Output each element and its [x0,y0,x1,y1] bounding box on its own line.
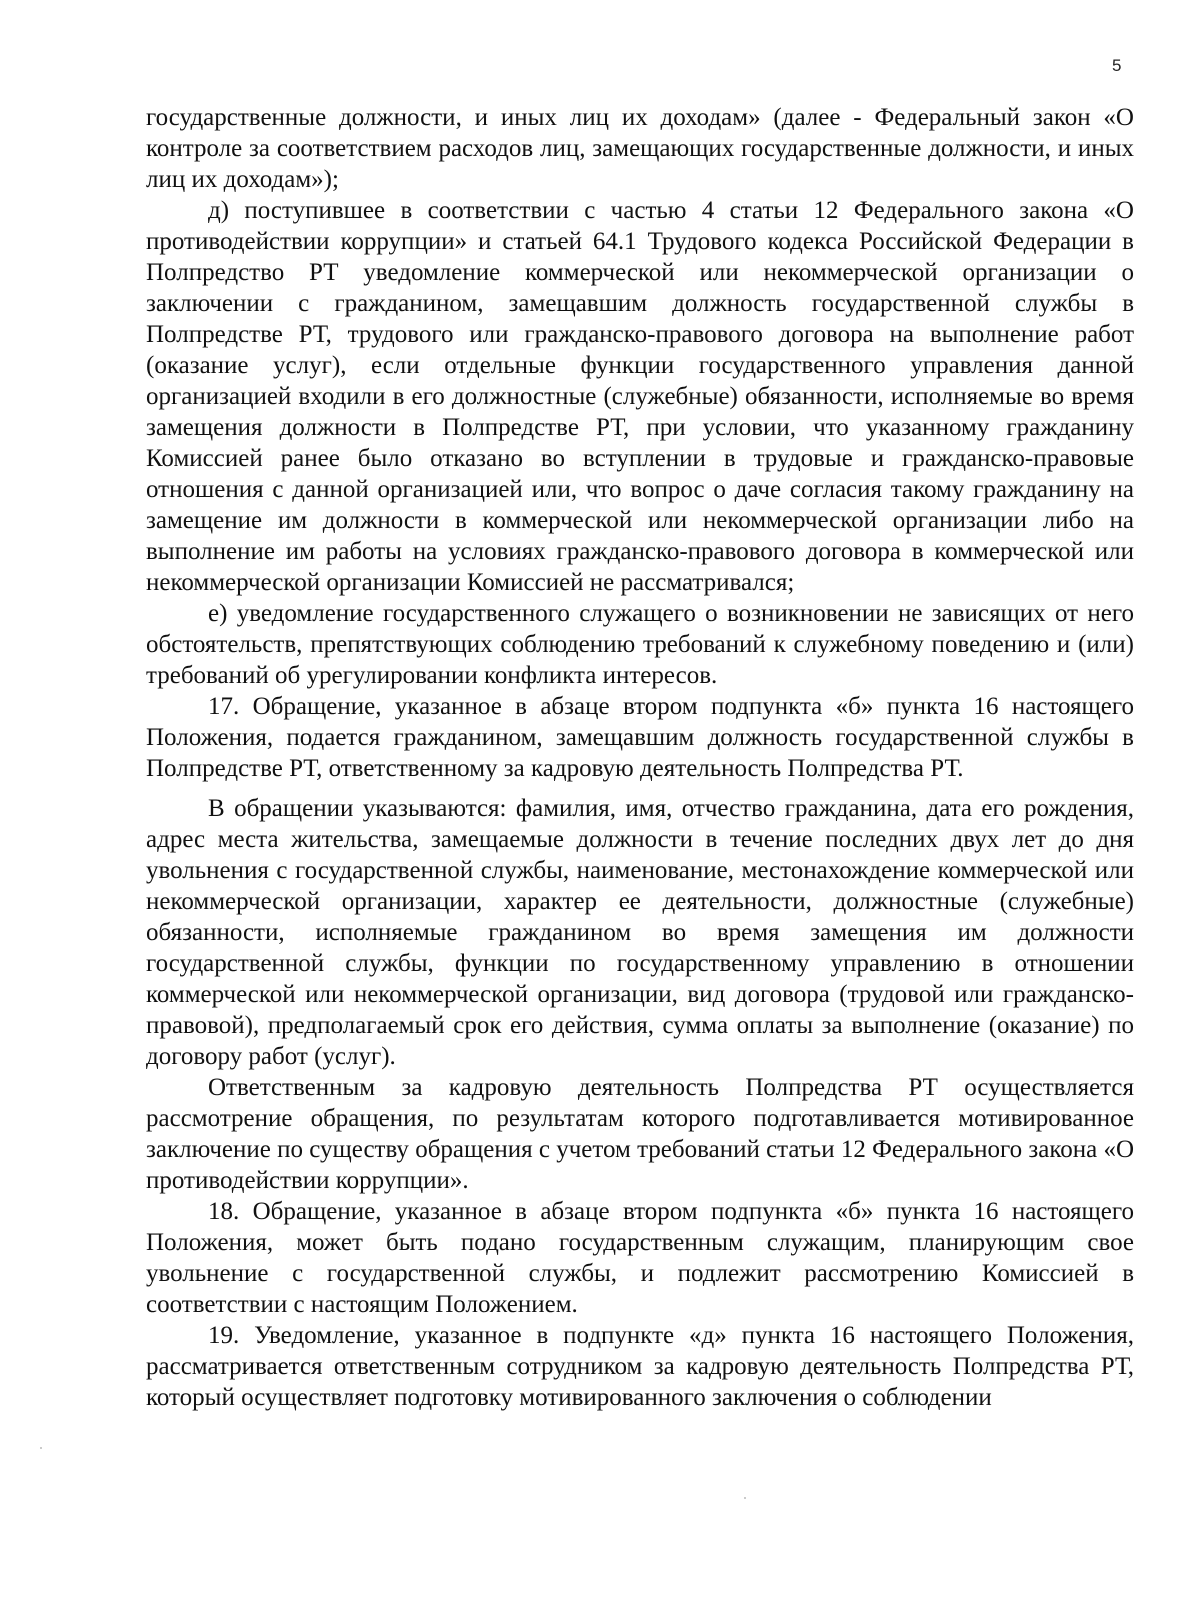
paragraph-clause-17: 17. Обращение, указанное в абзаце втором подпункта «б» пункта 16 настоящего Положения, подается гражданином, замещавшим должность государственной службы в Полпредстве РТ, ответственному за кадровую деятельность Полпредства РТ. [146,693,1134,782]
paragraph-appeal-review: Ответственным за кадровую деятельность Полпредства РТ осуществляется рассмотрение обращения, по результатам которого подготавливается мотивированное заключение по существу обращения с учетом требований статьи 12 Федерального закона «О противодействии коррупции». [146,1074,1134,1194]
paragraph-continuation: государственные должности, и иных лиц их доходам» (далее - Федеральный закон «О контроле за соответствием расходов лиц, замещающих государственные должности, и иных лиц их доходам»); [146,104,1134,193]
paragraph-appeal-contents: В обращении указываются: фамилия, имя, отчество гражданина, дата его рождения, адрес места жительства, замещаемые должности в течение последних двух лет до дня увольнения с государственной службы, наименование, местонахождение коммерческой или некоммерческой организации, характер ее деятельности, должностные (служебные) обязанности, исполняемые гражданином во время замещения им должности государственной службы, функции по государственному управлению в отношении коммерческой или некоммерческой организации, вид договора (трудовой или гражданско-правовой), предполагаемый срок его действия, сумма оплаты за выполнение (оказание) по договору работ (услуг). [146,795,1134,1070]
paragraph-clause-19: 19. Уведомление, указанное в подпункте «д» пункта 16 настоящего Положения, рассматривается ответственным сотрудником за кадровую деятельность Полпредства РТ, который осуществляет подготовку мотивированного заключения о соблюдении [146,1322,1134,1411]
paragraph-item-e: е) уведомление государственного служащего о возникновении не зависящих от него обстоятельств, препятствующих соблюдению требований к служебному поведению и (или) требований об урегулировании конфликта интересов. [146,600,1134,689]
scan-speck [744,1497,746,1499]
paragraph-item-d: д) поступившее в соответствии с частью 4 статьи 12 Федерального закона «О противодействии коррупции» и статьей 64.1 Трудового кодекса Российской Федерации в Полпредство РТ уведомление коммерческой или некоммерческой организации о заключении с гражданином, замещавшим должность государственной службы в Полпредстве РТ, трудового или гражданско-правового договора на выполнение работ (оказание услуг), если отдельные функции государственного управления данной организацией входили в его должностные (служебные) обязанности, исполняемые во время замещения должности в Полпредстве РТ, при условии, что указанному гражданину Комиссией ранее было отказано во вступлении в трудовые и гражданско-правовые отношения с данной организацией или, что вопрос о даче согласия такому гражданину на замещение им должности в коммерческой или некоммерческой организации либо на выполнение им работы на условиях гражданско-правового договора в коммерческой или некоммерческой организации Комиссией не рассматривался; [146,197,1134,596]
page-number: 5 [1112,56,1122,75]
document-body [146,102,1134,1413]
scan-speck [40,1447,42,1449]
paragraph-clause-18: 18. Обращение, указанное в абзаце втором подпункта «б» пункта 16 настоящего Положения, может быть подано государственным служащим, планирующим свое увольнение с государственной службы, и подлежит рассмотрению Комиссией в соответствии с настоящим Положением. [146,1198,1134,1318]
